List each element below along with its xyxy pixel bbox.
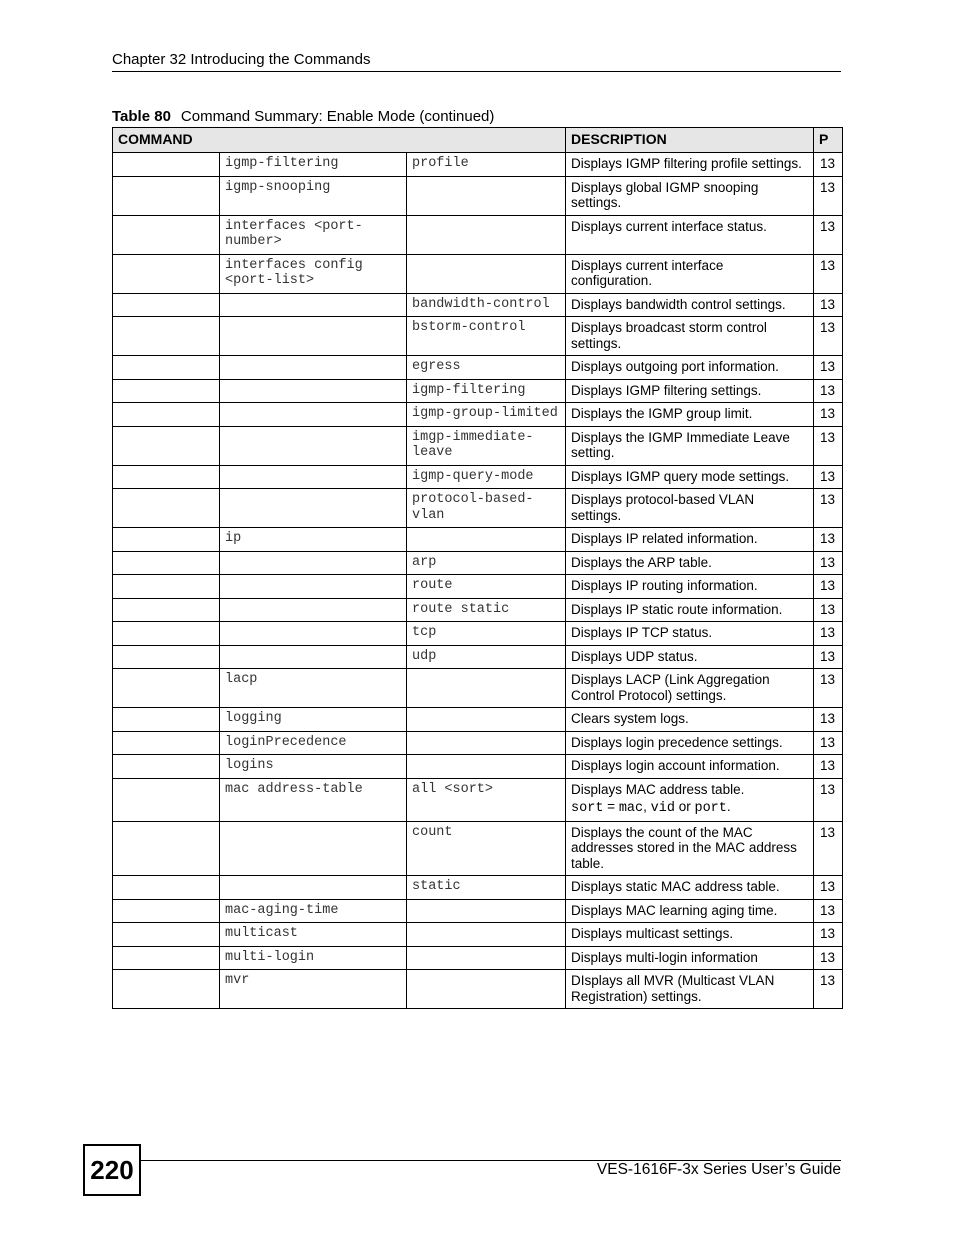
page-reference: 13 — [814, 899, 843, 923]
description-text: Displays protocol-based VLAN settings. — [571, 492, 755, 523]
column-header-command: COMMAND — [113, 128, 566, 153]
page-reference: 13 — [814, 489, 843, 528]
page-reference: 13 — [814, 575, 843, 599]
command-level-1 — [113, 645, 220, 669]
table-row — [113, 669, 843, 708]
command-description — [566, 970, 814, 1009]
page-number: 220 — [83, 1144, 141, 1196]
table-row — [113, 575, 843, 599]
command-level-1 — [113, 293, 220, 317]
command-description — [566, 669, 814, 708]
page-reference: 13 — [814, 821, 843, 876]
command-subkeyword: igmp-group-limited — [407, 403, 566, 427]
sort-note-part: = — [603, 799, 619, 814]
page-reference: 13 — [814, 970, 843, 1009]
command-description — [566, 923, 814, 947]
description-text: Displays current interface configuration. — [571, 257, 724, 288]
command-keyword — [220, 356, 407, 380]
command-keyword — [220, 403, 407, 427]
table-row — [113, 528, 843, 552]
command-level-1 — [113, 176, 220, 215]
table-row — [113, 708, 843, 732]
command-keyword — [220, 465, 407, 489]
table-row — [113, 778, 843, 821]
command-level-1 — [113, 489, 220, 528]
command-keyword: igmp-snooping — [220, 176, 407, 215]
command-keyword — [220, 645, 407, 669]
command-subkeyword: protocol-based-vlan — [407, 489, 566, 528]
command-level-1 — [113, 731, 220, 755]
sort-note-part: , — [643, 799, 651, 814]
command-level-1 — [113, 426, 220, 465]
description-text: Displays IP routing information. — [571, 578, 758, 593]
command-keyword: interfaces config <port-list> — [220, 254, 407, 293]
command-subkeyword — [407, 923, 566, 947]
command-description — [566, 317, 814, 356]
table-caption-label: Table 80 — [112, 108, 171, 125]
command-level-1 — [113, 946, 220, 970]
page-reference: 13 — [814, 598, 843, 622]
command-description — [566, 755, 814, 779]
command-description — [566, 731, 814, 755]
description-text: Displays the IGMP Immediate Leave setting. — [571, 429, 790, 460]
column-header-description: DESCRIPTION — [566, 128, 814, 153]
command-level-1 — [113, 215, 220, 254]
page-reference: 13 — [814, 923, 843, 947]
command-keyword — [220, 317, 407, 356]
command-keyword: mac address-table — [220, 778, 407, 821]
description-text: Displays the ARP table. — [571, 554, 712, 570]
command-subkeyword: profile — [407, 153, 566, 177]
table-row — [113, 215, 843, 254]
description-text: Displays the IGMP group limit. — [571, 406, 753, 421]
table-row — [113, 731, 843, 755]
page-reference: 13 — [814, 379, 843, 403]
command-keyword — [220, 876, 407, 900]
command-subkeyword — [407, 254, 566, 293]
command-keyword: logging — [220, 708, 407, 732]
command-description — [566, 645, 814, 669]
command-description — [566, 946, 814, 970]
description-text: Displays static MAC address table. — [571, 879, 780, 894]
command-description — [566, 899, 814, 923]
command-level-1 — [113, 598, 220, 622]
command-level-1 — [113, 622, 220, 646]
command-keyword: multi-login — [220, 946, 407, 970]
command-subkeyword: count — [407, 821, 566, 876]
command-keyword — [220, 426, 407, 465]
description-text: Displays MAC address table. — [571, 781, 745, 797]
command-subkeyword — [407, 215, 566, 254]
command-description — [566, 489, 814, 528]
command-level-1 — [113, 970, 220, 1009]
command-level-1 — [113, 465, 220, 489]
table-row — [113, 293, 843, 317]
command-level-1 — [113, 379, 220, 403]
command-subkeyword — [407, 946, 566, 970]
chapter-title: Chapter 32 Introducing the Commands — [112, 51, 371, 68]
description-text: Displays broadcast storm control settings. — [571, 320, 767, 351]
table-row — [113, 970, 843, 1009]
command-description — [566, 293, 814, 317]
command-subkeyword — [407, 899, 566, 923]
page-reference: 13 — [814, 708, 843, 732]
page-reference: 13 — [814, 153, 843, 177]
description-text: Displays IGMP filtering settings. — [571, 382, 762, 398]
command-description — [566, 778, 814, 821]
command-description — [566, 622, 814, 646]
command-level-1 — [113, 821, 220, 876]
command-description — [566, 876, 814, 900]
command-subkeyword: route — [407, 575, 566, 599]
command-level-1 — [113, 708, 220, 732]
table-row — [113, 645, 843, 669]
page-reference: 13 — [814, 622, 843, 646]
page-reference: 13 — [814, 215, 843, 254]
command-level-1 — [113, 923, 220, 947]
command-subkeyword — [407, 731, 566, 755]
page-reference: 13 — [814, 254, 843, 293]
description-text: Displays IGMP query mode settings. — [571, 468, 790, 484]
page-reference: 13 — [814, 755, 843, 779]
sort-note-part: mac — [618, 801, 644, 816]
command-description — [566, 403, 814, 427]
command-level-1 — [113, 575, 220, 599]
command-subkeyword — [407, 970, 566, 1009]
command-description — [566, 153, 814, 177]
description-text: Displays current interface status. — [571, 218, 767, 234]
table-caption — [112, 108, 494, 125]
command-subkeyword: bstorm-control — [407, 317, 566, 356]
page-reference: 13 — [814, 426, 843, 465]
description-text: Displays login account information. — [571, 758, 780, 773]
description-text: Displays the count of the MAC addresses stored in the MAC address table. — [571, 824, 797, 871]
command-description — [566, 598, 814, 622]
page-reference: 13 — [814, 293, 843, 317]
page-reference: 13 — [814, 356, 843, 380]
command-description — [566, 254, 814, 293]
sort-note-part: port — [694, 801, 727, 816]
command-keyword: mvr — [220, 970, 407, 1009]
command-description — [566, 821, 814, 876]
table-row — [113, 755, 843, 779]
column-header-page: P — [814, 128, 843, 153]
command-subkeyword: tcp — [407, 622, 566, 646]
description-text: Displays multicast settings. — [571, 926, 734, 941]
command-level-1 — [113, 899, 220, 923]
description-text: Displays IGMP filtering profile settings. — [571, 156, 802, 171]
command-keyword — [220, 489, 407, 528]
command-subkeyword — [407, 708, 566, 732]
command-level-1 — [113, 356, 220, 380]
command-keyword: interfaces <port-number> — [220, 215, 407, 254]
command-keyword — [220, 551, 407, 575]
table-row — [113, 899, 843, 923]
table-row — [113, 153, 843, 177]
command-keyword: ip — [220, 528, 407, 552]
command-subkeyword: igmp-query-mode — [407, 465, 566, 489]
command-description — [566, 426, 814, 465]
command-subkeyword: all <sort> — [407, 778, 566, 821]
table-row — [113, 176, 843, 215]
command-subkeyword — [407, 755, 566, 779]
command-level-1 — [113, 528, 220, 552]
table-row — [113, 356, 843, 380]
command-description — [566, 379, 814, 403]
header-divider — [112, 71, 841, 72]
command-description — [566, 575, 814, 599]
table-row — [113, 946, 843, 970]
description-text: Displays IP related information. — [571, 531, 758, 546]
description-text: Displays IP static route information. — [571, 601, 783, 617]
guide-title: VES-1616F-3x Series User’s Guide — [596, 1161, 841, 1178]
command-keyword — [220, 575, 407, 599]
command-level-1 — [113, 755, 220, 779]
table-row — [113, 551, 843, 575]
command-subkeyword — [407, 669, 566, 708]
table-row — [113, 622, 843, 646]
command-subkeyword: static — [407, 876, 566, 900]
command-keyword: lacp — [220, 669, 407, 708]
table-row — [113, 317, 843, 356]
command-level-1 — [113, 551, 220, 575]
command-keyword: loginPrecedence — [220, 731, 407, 755]
sort-note-part: . — [726, 799, 731, 814]
page-reference: 13 — [814, 669, 843, 708]
description-text: Displays UDP status. — [571, 648, 698, 664]
table-row — [113, 426, 843, 465]
description-text: Displays global IGMP snooping settings. — [571, 179, 759, 210]
description-text: Displays outgoing port information. — [571, 359, 779, 374]
description-text: Clears system logs. — [571, 711, 689, 726]
page-reference: 13 — [814, 731, 843, 755]
command-keyword: logins — [220, 755, 407, 779]
table-row — [113, 254, 843, 293]
description-text: Displays MAC learning aging time. — [571, 902, 778, 918]
table-body — [113, 153, 843, 1009]
description-sort-note — [571, 799, 808, 817]
command-level-1 — [113, 403, 220, 427]
command-level-1 — [113, 669, 220, 708]
command-subkeyword: egress — [407, 356, 566, 380]
command-description — [566, 356, 814, 380]
command-level-1 — [113, 153, 220, 177]
command-keyword — [220, 821, 407, 876]
table-row — [113, 489, 843, 528]
table-row — [113, 379, 843, 403]
command-keyword — [220, 598, 407, 622]
page-reference: 13 — [814, 176, 843, 215]
page-reference: 13 — [814, 317, 843, 356]
description-text: Displays LACP (Link Aggregation Control Protocol) settings. — [571, 672, 770, 703]
description-text: Displays multi-login information — [571, 949, 758, 965]
table-row — [113, 465, 843, 489]
table-row — [113, 876, 843, 900]
sort-note-part: or — [674, 799, 695, 814]
page-reference: 13 — [814, 946, 843, 970]
command-subkeyword — [407, 176, 566, 215]
page-reference: 13 — [814, 551, 843, 575]
page-reference: 13 — [814, 465, 843, 489]
command-level-1 — [113, 778, 220, 821]
table-header-row — [113, 128, 843, 153]
command-description — [566, 528, 814, 552]
page-reference: 13 — [814, 645, 843, 669]
command-subkeyword: bandwidth-control — [407, 293, 566, 317]
description-text: Displays bandwidth control settings. — [571, 296, 786, 312]
command-subkeyword: udp — [407, 645, 566, 669]
command-level-1 — [113, 317, 220, 356]
command-summary-table — [112, 127, 843, 1009]
command-keyword: multicast — [220, 923, 407, 947]
description-text: Displays login precedence settings. — [571, 734, 783, 750]
table-row — [113, 923, 843, 947]
command-level-1 — [113, 876, 220, 900]
command-subkeyword: arp — [407, 551, 566, 575]
description-text: Displays IP TCP status. — [571, 625, 713, 640]
command-subkeyword: imgp-immediate-leave — [407, 426, 566, 465]
sort-note-part: sort — [571, 801, 604, 816]
command-description — [566, 215, 814, 254]
command-subkeyword — [407, 528, 566, 552]
command-level-1 — [113, 254, 220, 293]
page-reference: 13 — [814, 876, 843, 900]
command-description — [566, 465, 814, 489]
table-row — [113, 598, 843, 622]
command-description — [566, 708, 814, 732]
command-description — [566, 176, 814, 215]
page-reference: 13 — [814, 528, 843, 552]
description-text: DIsplays all MVR (Multicast VLAN Registration) settings. — [571, 973, 775, 1004]
command-subkeyword: route static — [407, 598, 566, 622]
command-keyword — [220, 293, 407, 317]
table-row — [113, 821, 843, 876]
table-row — [113, 403, 843, 427]
command-keyword: mac-aging-time — [220, 899, 407, 923]
command-keyword: igmp-filtering — [220, 153, 407, 177]
command-keyword — [220, 379, 407, 403]
table-caption-text: Command Summary: Enable Mode (continued) — [180, 108, 495, 125]
sort-note-part: vid — [650, 801, 675, 816]
command-subkeyword: igmp-filtering — [407, 379, 566, 403]
page-reference: 13 — [814, 403, 843, 427]
command-keyword — [220, 622, 407, 646]
page-reference: 13 — [814, 778, 843, 821]
command-description — [566, 551, 814, 575]
